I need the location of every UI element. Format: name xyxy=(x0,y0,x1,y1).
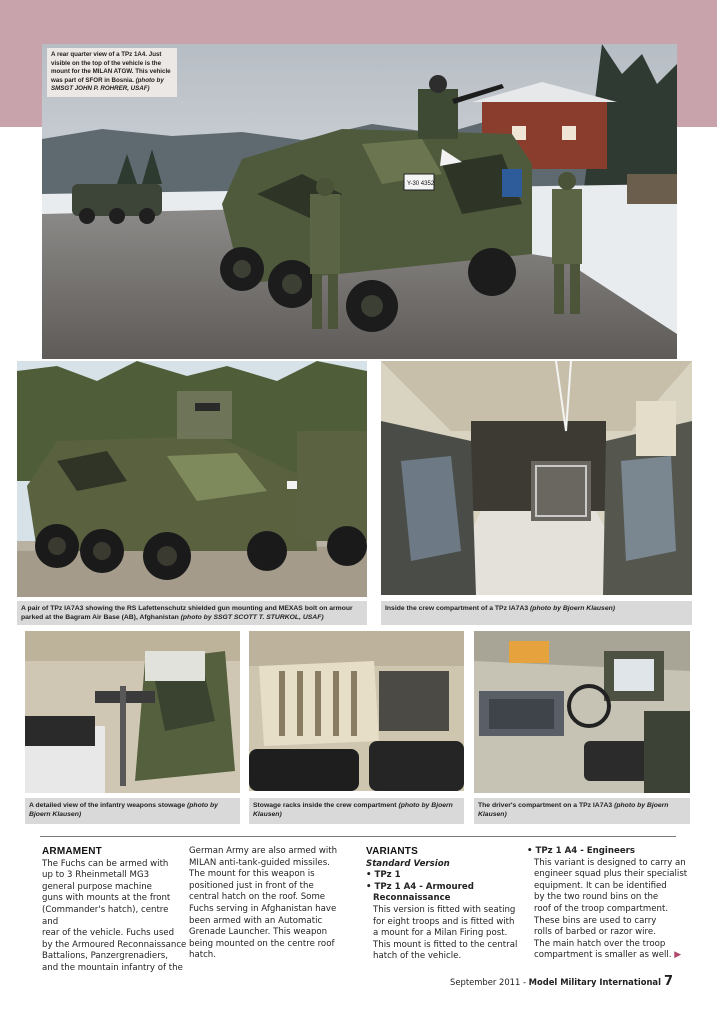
col3-line: hatch of the vehicle. xyxy=(373,951,462,962)
col1-line: by the Armoured Reconnaissance xyxy=(42,939,187,950)
col2-line: central hatch on the roof. Some xyxy=(189,892,326,903)
col2-line: Grenade Launcher. This weapon xyxy=(189,927,328,938)
continue-arrow-icon: ▶ xyxy=(674,950,682,961)
col4-line: equipment. It can be identified xyxy=(534,880,667,891)
col2-line: been armed with an Automatic xyxy=(189,915,323,926)
col1-line: general purpose machine xyxy=(42,881,152,892)
col2-line: German Army are also armed with xyxy=(189,846,338,856)
col2-line: Fuchs serving in Afghanistan have xyxy=(189,903,337,914)
caption-bottom-3: The driver's compartment on a TPz IA7A3 (photo by Bjoern Klausen) xyxy=(474,798,690,824)
col1-line: and the mountain infantry of the xyxy=(42,962,183,973)
page-footer xyxy=(450,974,673,989)
footer-magazine: Model Military International xyxy=(528,977,661,987)
col2-line: being mounted on the centre roof xyxy=(189,938,335,949)
col4-line: These bins are used to carry xyxy=(534,915,657,926)
rear-plate-text: Y-30 4352 xyxy=(407,181,435,187)
caption-mid-left: A pair of TPz IA7A3 showing the RS Lafettenschutz shielded gun mounting and MEXAS bolt on armour parked at the Bagram Air Base (AB), Afghanistan (photo by SSGT SCOTT T. STURKOL, USAF) xyxy=(17,601,367,625)
col2-line: MILAN anti-tank-guided missiles. xyxy=(189,857,330,868)
col1-line: Battalions, Panzergrenadiers, xyxy=(42,951,168,962)
col1-line: guns with mounts at the front xyxy=(42,893,171,904)
photo-weapons-stowage xyxy=(25,631,240,793)
col4-line: by the two round bins on the xyxy=(534,892,659,903)
section-divider xyxy=(40,836,676,837)
article-column-3 xyxy=(366,846,524,963)
col4-line: rolls of barbed or razor wire. xyxy=(534,927,656,938)
col1-line: The Fuchs can be armed with xyxy=(42,858,169,869)
col4-line: roof of the troop compartment. xyxy=(534,903,669,914)
article-column-2 xyxy=(189,846,359,962)
armament-heading: ARMAMENT xyxy=(42,846,102,857)
variant-tpz1: • TPz 1 xyxy=(366,870,401,881)
col4-line: This variant is designed to carry an xyxy=(534,857,686,868)
article-column-1 xyxy=(42,846,187,975)
page-number: 7 xyxy=(663,974,673,989)
caption-bottom-2: Stowage racks inside the crew compartment (photo by Bjoern Klausen) xyxy=(249,798,464,824)
variants-heading: VARIANTS xyxy=(366,846,418,857)
col2-line: The mount for this weapon is xyxy=(189,869,315,880)
col4-line-last: compartment is smaller as well. ▶ xyxy=(534,950,682,961)
col4-line: The main hatch over the troop xyxy=(534,938,666,949)
col3-line: This mount is fitted to the central xyxy=(373,939,518,950)
photo-crew-compartment xyxy=(381,361,692,595)
standard-version-subheading: Standard Version xyxy=(366,858,450,869)
photo-stowage-racks xyxy=(249,631,464,791)
col1-line: (Commander's hatch), centre and xyxy=(42,904,169,927)
col2-line: positioned just in front of the xyxy=(189,880,314,891)
variant-tpz1a4-recon: • TPz 1 A4 - Armoured xyxy=(366,881,474,892)
footer-date: September 2011 - xyxy=(450,977,529,987)
article-column-4 xyxy=(527,846,697,962)
col1-line: rear of the vehicle. Fuchs used xyxy=(42,928,175,939)
col2-line: hatch. xyxy=(189,950,216,961)
col4-line: engineer squad plus their specialist xyxy=(534,869,688,880)
caption-mid-right: Inside the crew compartment of a TPz IA7A3 (photo by Bjoern Klausen) xyxy=(381,601,692,625)
photo-fuchs-pair-afghanistan xyxy=(17,361,367,597)
photo-driver-compartment xyxy=(474,631,690,793)
col3-line: a mount for a Milan Firing post. xyxy=(373,928,508,939)
caption-top-photo: A rear quarter view of a TPz 1A4. Just visible on the top of the vehicle is the mount for the MILAN ATGW. This vehicle was part of SFOR in Bosnia. (photo by SMSGT JOHN P. ROHRER, USAF) xyxy=(47,48,177,97)
col3-line: This version is fitted with seating xyxy=(373,904,516,915)
variant-tpz1a4-engineers: • TPz 1 A4 - Engineers xyxy=(527,846,636,856)
col1-line: up to 3 Rheinmetall MG3 xyxy=(42,870,150,881)
variant-tpz1a4-recon-cont: Reconnaissance xyxy=(373,893,451,904)
caption-bottom-1: A detailed view of the infantry weapons stowage (photo by Bjoern Klausen) xyxy=(25,798,240,824)
col3-line: for eight troops and is fitted with xyxy=(373,916,515,927)
